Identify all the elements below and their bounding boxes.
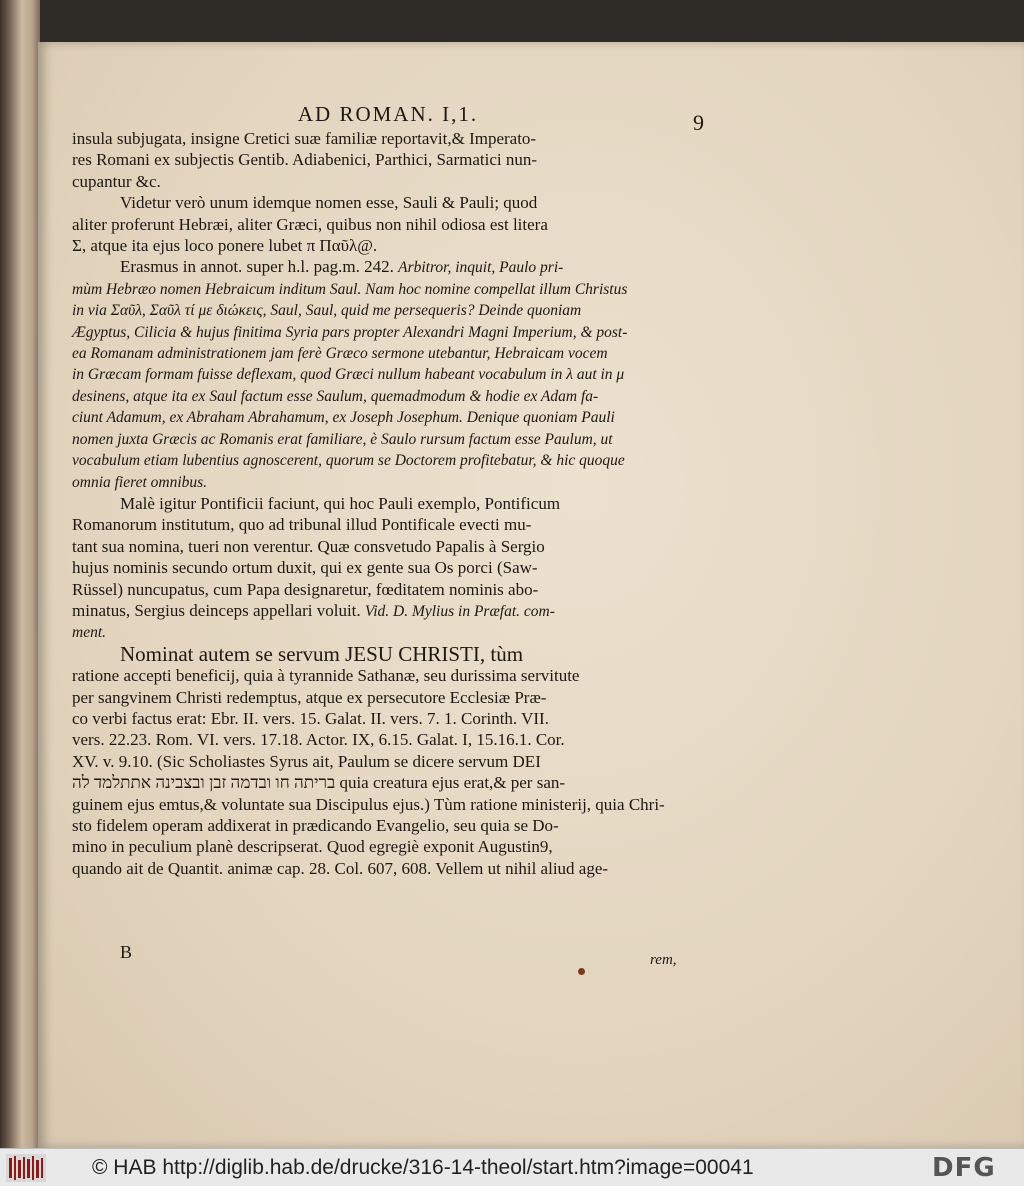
text-line: co verbi factus erat: Ebr. II. vers. 15. Galat. II. vers. 7. 1. Corinth. VII. [72, 708, 549, 728]
text-line: Malè igitur Pontificii faciunt, qui hoc Pauli exemplo, Pontificum [120, 493, 561, 513]
text-line: ratione accepti beneficij, quia à tyrannide Sathanæ, seu durissima servitute [72, 666, 580, 686]
page-number: 9 [693, 110, 704, 135]
copyright-url[interactable]: © HAB http://diglib.hab.de/drucke/316-14-theol/start.htm?image=00041 [92, 1156, 754, 1179]
text-line: vers. 22.23. Rom. VI. vers. 17.18. Actor. IX, 6.15. Galat. I, 15.16.1. Cor. [72, 730, 565, 750]
quote-line: vocabulum etiam lubentius agnoscerent, quorum se Doctorem profitebatur, & hic quoque [72, 452, 625, 470]
catchword: rem, [650, 952, 677, 968]
text-line: aliter proferunt Hebræi, aliter Græci, quibus non nihil odiosa est litera [72, 214, 548, 234]
text-line: insula subjugata, insigne Cretici suæ familiæ reportavit,& Imperato- [72, 129, 537, 148]
quote-line: ciunt Adamum, ex Abraham Abrahamum, ex Joseph Josephum. Denique quoniam Pauli [72, 409, 615, 427]
text-line: Σ, atque ita ejus loco ponere lubet π Παῦλ@. [72, 236, 378, 256]
text-line: cupantur &c. [72, 171, 161, 191]
text-line [72, 256, 704, 278]
text-line: Videtur verò unum idemque nomen esse, Sauli & Pauli; quod [120, 193, 538, 213]
running-head-title: AD ROMAN. I,1. [297, 102, 479, 126]
text-line: sto fidelem operam addixerat in prædicando Evangelio, seu quia se Do- [72, 816, 559, 835]
text-line: quando ait de Quantit. animæ cap. 28. Col. 607, 608. Vellem ut nihil aliud age- [72, 858, 609, 878]
quote-line: mùm Hebræo nomen Hebraicum inditum Saul. Nam hoc nomine compellat illum Christus [72, 280, 628, 298]
quote-line: nomen juxta Græcis ac Romanis erat familiare, è Saulo rursum factum esse Paulum, ut [72, 430, 613, 448]
text-line: guinem ejus emtus,& voluntate sua Discipulus ejus.) Tùm ratione ministerij, quia Chri- [72, 794, 665, 814]
running-head [72, 102, 704, 135]
section-lead: Nominat autem se servum JESU CHRISTI, tùm [120, 641, 524, 666]
text-line: ment. [72, 624, 107, 642]
hebrew-line: בריתה חו ובדמה זבן ובצבינה אתתלמד לה quia creatura ejus erat,& per san- [72, 773, 566, 793]
quote-line: in via Σαῦλ, Σαῦλ τί με διώκεις, Saul, Saul, quid me persequeris? Deinde quoniam [72, 302, 582, 320]
facing-page-edge [0, 0, 40, 1148]
quote-start: Arbitror, inquit, Paulo pri- [398, 259, 564, 277]
text-line: Romanorum institutum, quo ad tribunal illud Pontificale evecti mu- [72, 515, 532, 535]
dfg-logo: DFG [932, 1153, 996, 1183]
quote-line: in Græcam formam fuisse deflexam, quod Græci nullum habeant vocabulum in λ aut in μ [72, 366, 625, 384]
text-line: res Romani ex subjectis Gentib. Adiabenici, Parthici, Sarmatici nun- [72, 150, 538, 170]
text-line [72, 600, 704, 622]
signature-mark: B [120, 942, 133, 962]
text-line: per sangvinem Christi redemptus, atque ex persecutore Ecclesiæ Præ- [72, 687, 547, 707]
text-line: hujus nominis secundo ortum duxit, qui ex gente sua Os porci (Saw- [72, 558, 538, 578]
text-line: tant sua nomina, tueri non verentur. Quæ consvetudo Papalis à Sergio [72, 536, 545, 556]
page-text [72, 104, 704, 879]
quote-line: ea Romanam administrationem jam ferè Græco sermone utebantur, Hebraicam vocem [72, 345, 608, 363]
text-line: Rüssel) nuncupatus, cum Papa designaretur, fœditatem nominis abo- [72, 579, 539, 599]
erasmus-citation: Erasmus in annot. super h.l. pag.m. 242. [120, 257, 394, 277]
text-line: mino in peculium planè descripserat. Quod egregiè exponit Augustin9, [72, 837, 553, 857]
text-segment: minatus, Sergius deinceps appellari voluit. [72, 600, 361, 620]
text-line: XV. v. 9.10. (Sic Scholiastes Syrus ait, Paulum se dicere servum DEI [72, 751, 541, 771]
mylius-reference: Vid. D. Mylius in Præfat. com- [364, 602, 555, 620]
ink-spot [578, 968, 585, 975]
quote-line: omnia fieret omnibus. [72, 473, 208, 491]
hab-logo-icon [6, 1154, 46, 1182]
quote-line: desinens, atque ita ex Saul factum esse Saulum, quemadmodum & hodie ex Adam fa- [72, 387, 599, 405]
quote-line: Ægyptus, Cilicia & hujus finitima Syria pars propter Alexandri Magni Imperium, & post- [72, 323, 628, 341]
viewer-footer [0, 1148, 1024, 1186]
